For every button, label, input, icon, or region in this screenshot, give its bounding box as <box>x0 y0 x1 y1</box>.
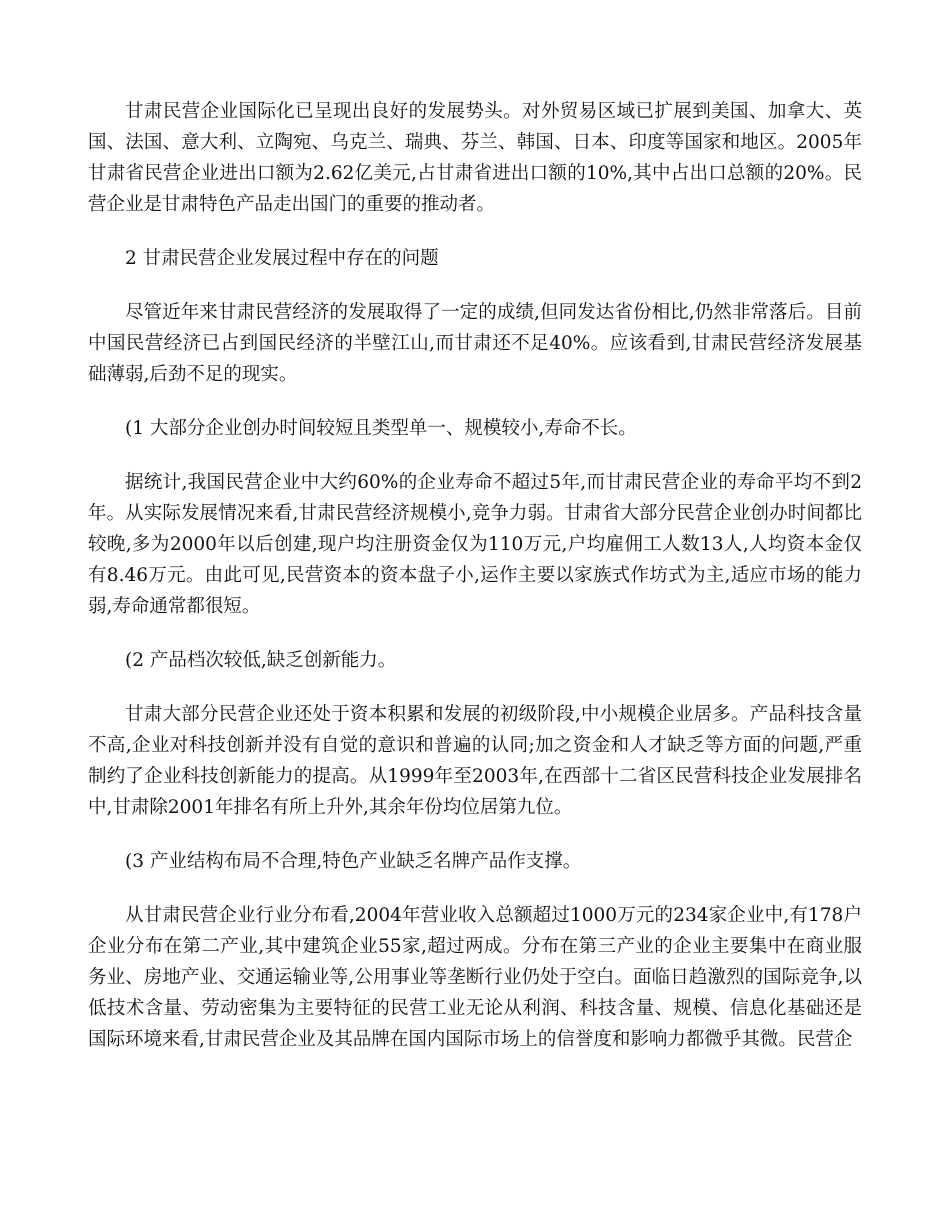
document-page <box>88 96 862 1078</box>
paragraph-lifespan: 据统计,我国民营企业中大约60%的企业寿命不超过5年,而甘肃民营企业的寿命平均不到2年。从实际发展情况来看,甘肃民营经济规模小,竞争力弱。甘肃省大部分民营企业创办时间都比较晚,多为2000年以后创建,现户均注册资金仅为110万元,户均雇佣工人数13人,人均资本金仅有8.46万元。由此可见,民营资本的资本盘子小,运作主要以家族式作坊式为主,适应市场的能力弱,寿命通常都很短。 <box>88 472 862 617</box>
paragraph-industry-structure: 从甘肃民营企业行业分布看,2004年营业收入总额超过1000万元的234家企业中,有178户企业分布在第二产业,其中建筑企业55家,超过两成。分布在第三产业的企业主要集中在商业服务业、房地产业、交通运输业等,公用事业等垄断行业仍处于空白。面临日趋激烈的国际竞争,以低技术含量、劳动密集为主要特征的民营工业无论从利润、科技含量、规模、信息化基础还是国际环境来看,甘肃民营企业及其品牌在国内国际市场上的信誉度和影响力都微乎其微。民营企 <box>88 905 862 1050</box>
subheading-3: (3 产业结构布局不合理,特色产业缺乏名牌产品作支撑。 <box>125 851 582 872</box>
paragraph-overview: 尽管近年来甘肃民营经济的发展取得了一定的成绩,但同发达省份相比,仍然非常落后。目前中国民营经济已占到国民经济的半壁江山,而甘肃还不足40%。应该看到,甘肃民营经济发展基础薄弱,后劲不足的现实。 <box>88 302 862 385</box>
section-heading-problems: 2 甘肃民营企业发展过程中存在的问题 <box>125 248 439 269</box>
paragraph-internationalization: 甘肃民营企业国际化已呈现出良好的发展势头。对外贸易区域已扩展到美国、加拿大、英国、法国、意大利、立陶宛、乌克兰、瑞典、芬兰、韩国、日本、印度等国家和地区。2005年甘肃省民营企业进出口额为2.62亿美元,占甘肃省进出口额的10%,其中占出口总额的20%。民营企业是甘肃特色产品走出国门的重要的推动者。 <box>88 101 862 215</box>
paragraph-innovation: 甘肃大部分民营企业还处于资本积累和发展的初级阶段,中小规模企业居多。产品科技含量不高,企业对科技创新并没有自觉的意识和普遍的认同;加之资金和人才缺乏等方面的问题,严重制约了企业科技创新能力的提高。从1999年至2003年,在西部十二省区民营科技企业发展排名中,甘肃除2001年排名有所上升外,其余年份均位居第九位。 <box>88 704 862 818</box>
subheading-1: (1 大部分企业创办时间较短且类型单一、规模较小,寿命不长。 <box>125 418 637 439</box>
subheading-2: (2 产品档次较低,缺乏创新能力。 <box>125 650 397 671</box>
